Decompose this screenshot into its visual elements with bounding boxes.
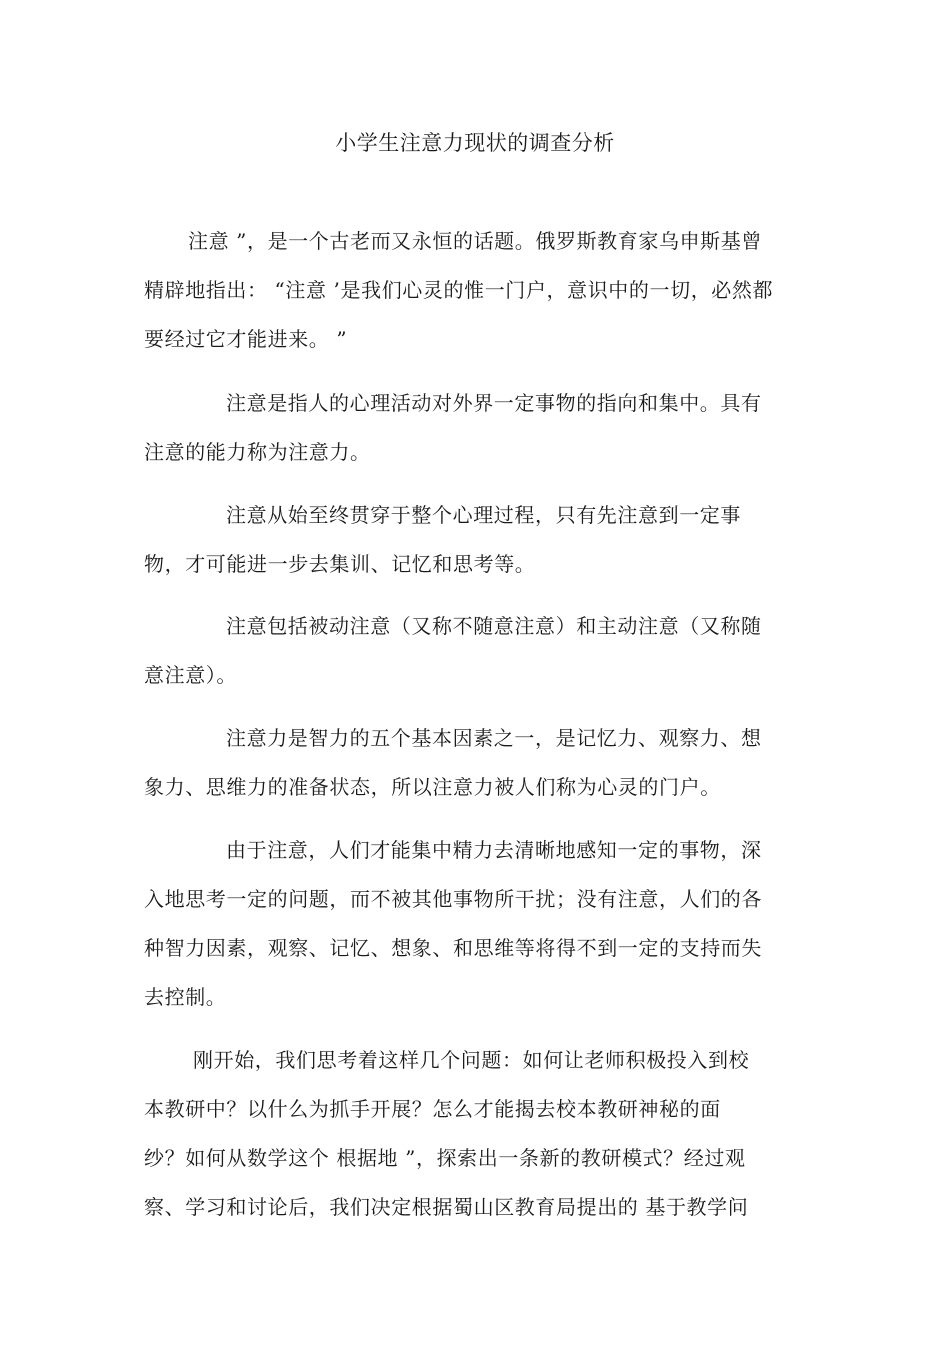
paragraph-7-line-3: 纱？如何从数学这个 根据地 ”，探索出一条新的教研模式？经过观 bbox=[144, 1146, 746, 1170]
paragraph-5-line-1: 注意力是智力的五个基本因素之一，是记忆力、观察力、想 bbox=[226, 726, 762, 750]
paragraph-4-line-2: 意注意）。 bbox=[144, 663, 237, 687]
paragraph-6-line-4: 去控制。 bbox=[144, 985, 227, 1009]
paragraph-1-line-3: 要经过它才能进来。 ” bbox=[144, 327, 348, 351]
paragraph-3-line-1: 注意从始至终贯穿于整个心理过程，只有先注意到一定事 bbox=[226, 503, 741, 527]
paragraph-5-line-2: 象力、思维力的准备状态，所以注意力被人们称为心灵的门户。 bbox=[144, 775, 721, 799]
paragraph-2-line-1: 注意是指人的心理活动对外界一定事物的指向和集中。具有 bbox=[226, 391, 762, 415]
paragraph-4-line-1: 注意包括被动注意（又称不随意注意）和主动注意（又称随 bbox=[226, 614, 762, 638]
paragraph-6-line-1: 由于注意，人们才能集中精力去清晰地感知一定的事物，深 bbox=[226, 838, 762, 862]
paragraph-6-line-2: 入地思考一定的问题，而不被其他事物所干扰；没有注意，人们的各 bbox=[144, 887, 762, 911]
paragraph-1-line-1: 注意 ”，是一个古老而又永恒的话题。俄罗斯教育家乌申斯基曾 bbox=[188, 229, 762, 253]
paragraph-7-line-2: 本教研中？以什么为抓手开展？怎么才能揭去校本教研神秘的面 bbox=[144, 1097, 721, 1121]
document-title: 小学生注意力现状的调查分析 bbox=[335, 131, 615, 155]
paragraph-1-line-2: 精辟地指出： “注意 ’是我们心灵的惟一门户，意识中的一切，必然都 bbox=[144, 278, 774, 302]
paragraph-7-line-1: 刚开始，我们思考着这样几个问题：如何让老师积极投入到校 bbox=[193, 1048, 750, 1072]
paragraph-7-line-4: 察、学习和讨论后，我们决定根据蜀山区教育局提出的 基于教学问 bbox=[144, 1195, 749, 1219]
paragraph-2-line-2: 注意的能力称为注意力。 bbox=[144, 440, 371, 464]
paragraph-6-line-3: 种智力因素，观察、记忆、想象、和思维等将得不到一定的支持而失 bbox=[144, 936, 762, 960]
paragraph-3-line-2: 物，才可能进一步去集训、记忆和思考等。 bbox=[144, 552, 536, 576]
